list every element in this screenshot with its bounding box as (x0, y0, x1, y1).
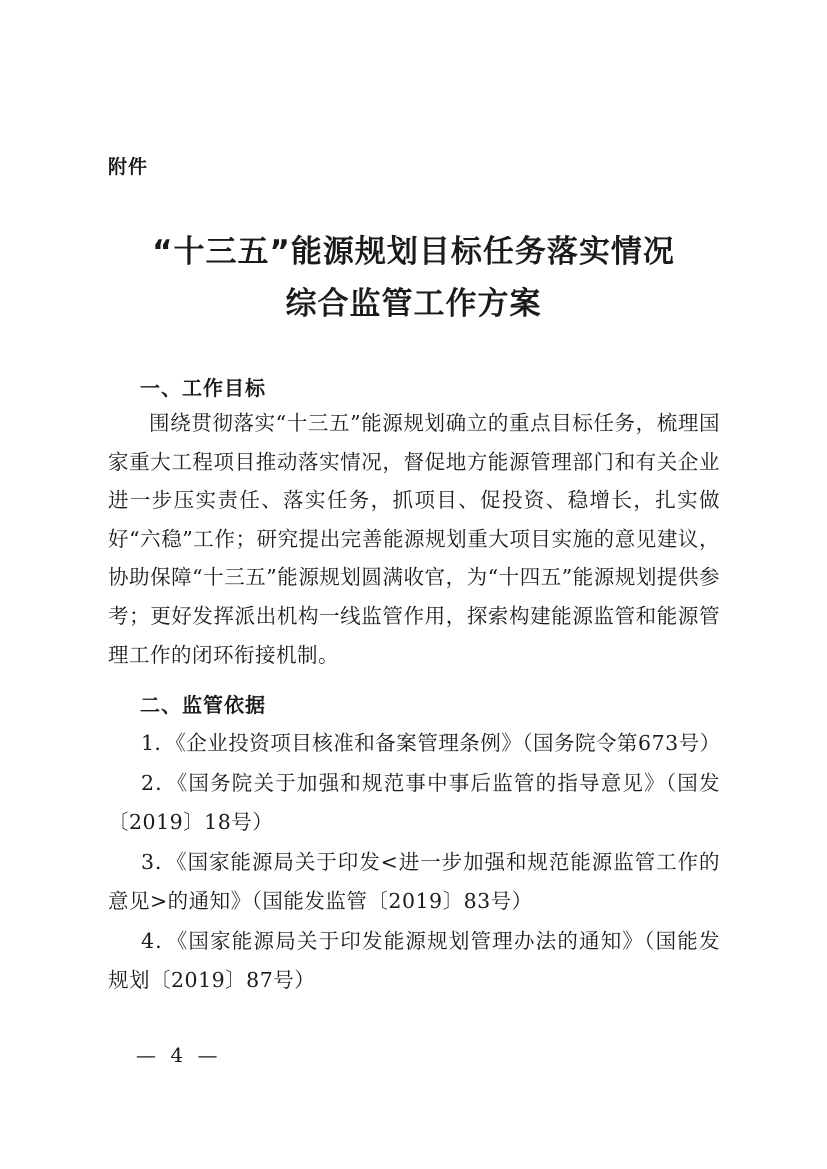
document-title-line-1: “十三五”能源规划目标任务落实情况 (152, 234, 675, 270)
page-number: — 4 — (136, 1043, 222, 1067)
reference-item: 2．《国务院关于加强和规范事中事后监管的指导意见》（国发〔2019〕18号） (108, 771, 720, 834)
reference-item: 3．《国家能源局关于印发<进一步加强和规范能源监管工作的意见>的通知》（国能发监管〔2019〕83号） (108, 850, 720, 913)
section-heading-goals: 一、工作目标 (140, 376, 266, 400)
reference-item: 1．《企业投资项目核准和备案管理条例》（国务院令第673号） (141, 731, 721, 755)
section-paragraph-goals: 围绕贯彻落实“十三五”能源规划确立的重点目标任务，梳理国家重大工程项目推动落实情况，督促地方能源管理部门和有关企业进一步压实责任、落实任务，抓项目、促投资、稳增长，扎实做好“六稳”工作；研究提出完善能源规划重大项目实施的意见建议，协助保障“十三五”能源规划圆满收官，为“十四五”能源规划提供参考；更好发挥派出机构一线监管作用，探索构建能源监管和能源管理工作的闭环衔接机制。 (108, 411, 720, 667)
section-heading-basis: 二、监管依据 (140, 693, 266, 717)
document-title-line-2: 综合监管工作方案 (285, 286, 542, 322)
attachment-label: 附件 (108, 156, 149, 178)
reference-item: 4．《国家能源局关于印发能源规划管理办法的通知》（国能发规划〔2019〕87号） (108, 929, 720, 992)
